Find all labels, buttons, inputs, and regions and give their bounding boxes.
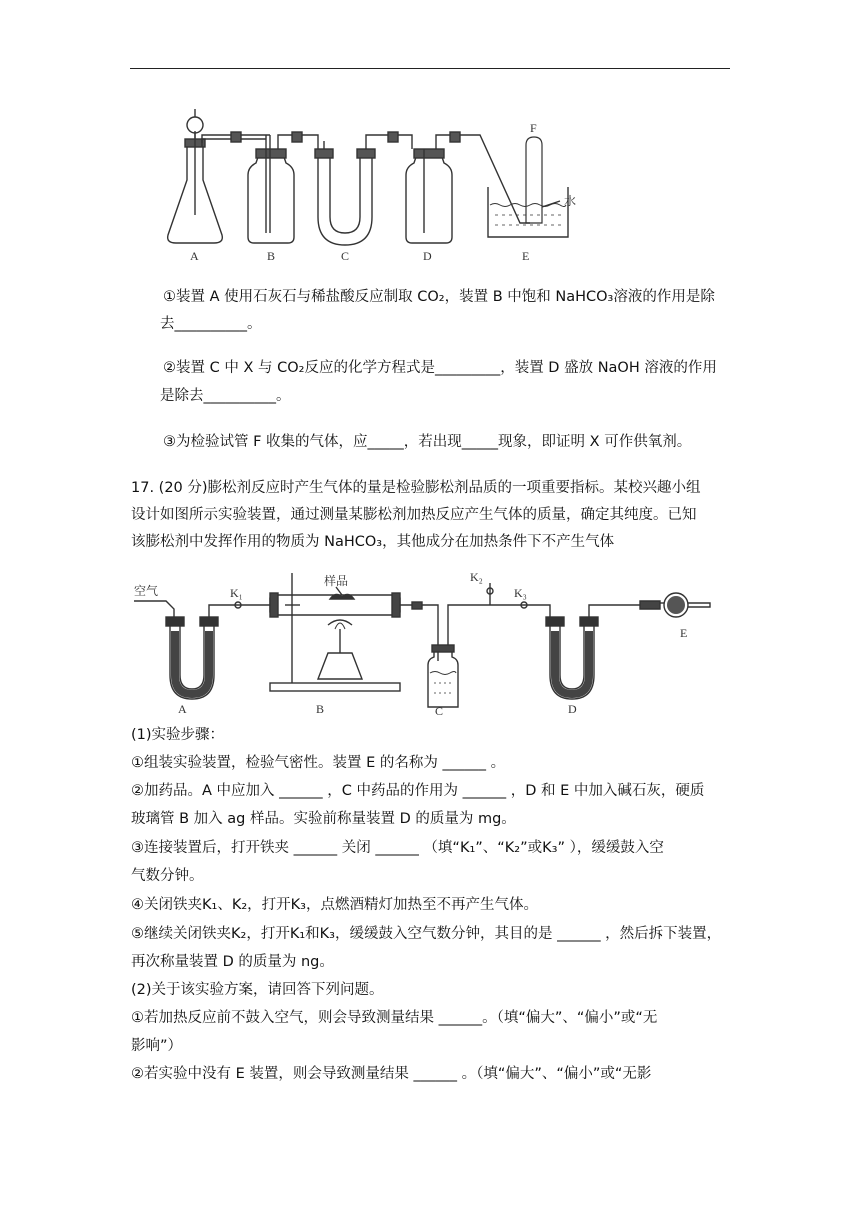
q17-intro-line3: 该膨松剂中发挥作用的物质为 NaHCO₃，其他成分在加热条件下不产生气体 (131, 534, 615, 550)
q16-item2-line2: 是除去__________。 (160, 388, 291, 404)
label-F: F (530, 121, 537, 135)
q17-intro-line2: 设计如图所示实验装置，通过测量某膨松剂加热反应产生气体的质量，确定其纯度。已知 (131, 507, 697, 523)
q16-item3: ③为检验试管 F 收集的气体，应_____，若出现_____现象，即证明 X 可作供氧剂。 (163, 434, 692, 450)
label-K2: K₂ (470, 570, 483, 584)
header-rule (130, 68, 730, 69)
q17-line-6: 气数分钟。 (131, 868, 204, 884)
label-water: 水 (564, 194, 577, 208)
label-K3: K₃ (514, 586, 527, 600)
q16-item1-line1: ①装置 A 使用石灰石与稀盐酸反应制取 CO₂，装置 B 中饱和 NaHCO₃溶液的作用是除 (163, 289, 715, 305)
q17-line-9: 再次称量装置 D 的质量为 ng。 (131, 954, 334, 970)
label-A: A (190, 249, 199, 263)
q17-line-8: ⑤继续关闭铁夹K₂，打开K₁和K₃，缓缓鼓入空气数分钟，其目的是 ______ ，然后拆下装置， (131, 926, 722, 942)
label-air: 空气 (134, 584, 159, 598)
label-K1: K₁ (230, 586, 243, 600)
label-D: D (423, 249, 432, 263)
label-C2: C (435, 704, 444, 715)
q17-line-13: ②若实验中没有 E 装置，则会导致测量结果 ______ 。（填“偏大”、“偏小”或“无影 (131, 1066, 652, 1082)
q17-intro-line1: 17. (20 分)膨松剂反应时产生气体的量是检验膨松剂品质的一项重要指标。某校兴趣小组 (131, 480, 701, 496)
apparatus-figure-2 (130, 565, 730, 715)
q16-item2-line1: ②装置 C 中 X 与 CO₂反应的化学方程式是_________，装置 D 盛放 NaOH 溶液的作用 (163, 360, 717, 376)
q17-line-4: 玻璃管 B 加入 ag 样品。实验前称量装置 D 的质量为 mg。 (131, 811, 516, 827)
label-D2: D (568, 702, 577, 715)
apparatus-figure-1 (150, 105, 600, 265)
label-A2: A (178, 702, 187, 715)
q17-line-11: ①若加热反应前不鼓入空气，则会导致测量结果 ______。（填“偏大”、“偏小”或“无 (131, 1010, 658, 1026)
label-C: C (341, 249, 350, 263)
label-E2: E (680, 626, 688, 640)
label-B2: B (316, 702, 325, 715)
q17-line-1: (1)实验步骤： (131, 727, 225, 743)
q17-line-2: ①组装实验装置，检验气密性。装置 E 的名称为 ______ 。 (131, 755, 506, 771)
label-sample: 样品 (324, 574, 349, 588)
q17-line-7: ④关闭铁夹K₁、K₂，打开K₃，点燃酒精灯加热至不再产生气体。 (131, 897, 538, 913)
label-E: E (522, 249, 530, 263)
q17-line-3: ②加药品。A 中应加入 ______ ，C 中药品的作用为 ______ ，D 和 E 中加入碱石灰，硬质 (131, 783, 705, 799)
label-B: B (267, 249, 276, 263)
q17-line-10: (2)关于该实验方案，请回答下列问题。 (131, 982, 384, 998)
q16-item1-line2: 去__________。 (160, 316, 262, 332)
q17-line-12: 影响”） (131, 1038, 183, 1054)
q17-line-5: ③连接装置后，打开铁夹 ______ 关闭 ______ （填“K₁”、“K₂”或K₃” ），缓缓鼓入空 (131, 840, 664, 856)
